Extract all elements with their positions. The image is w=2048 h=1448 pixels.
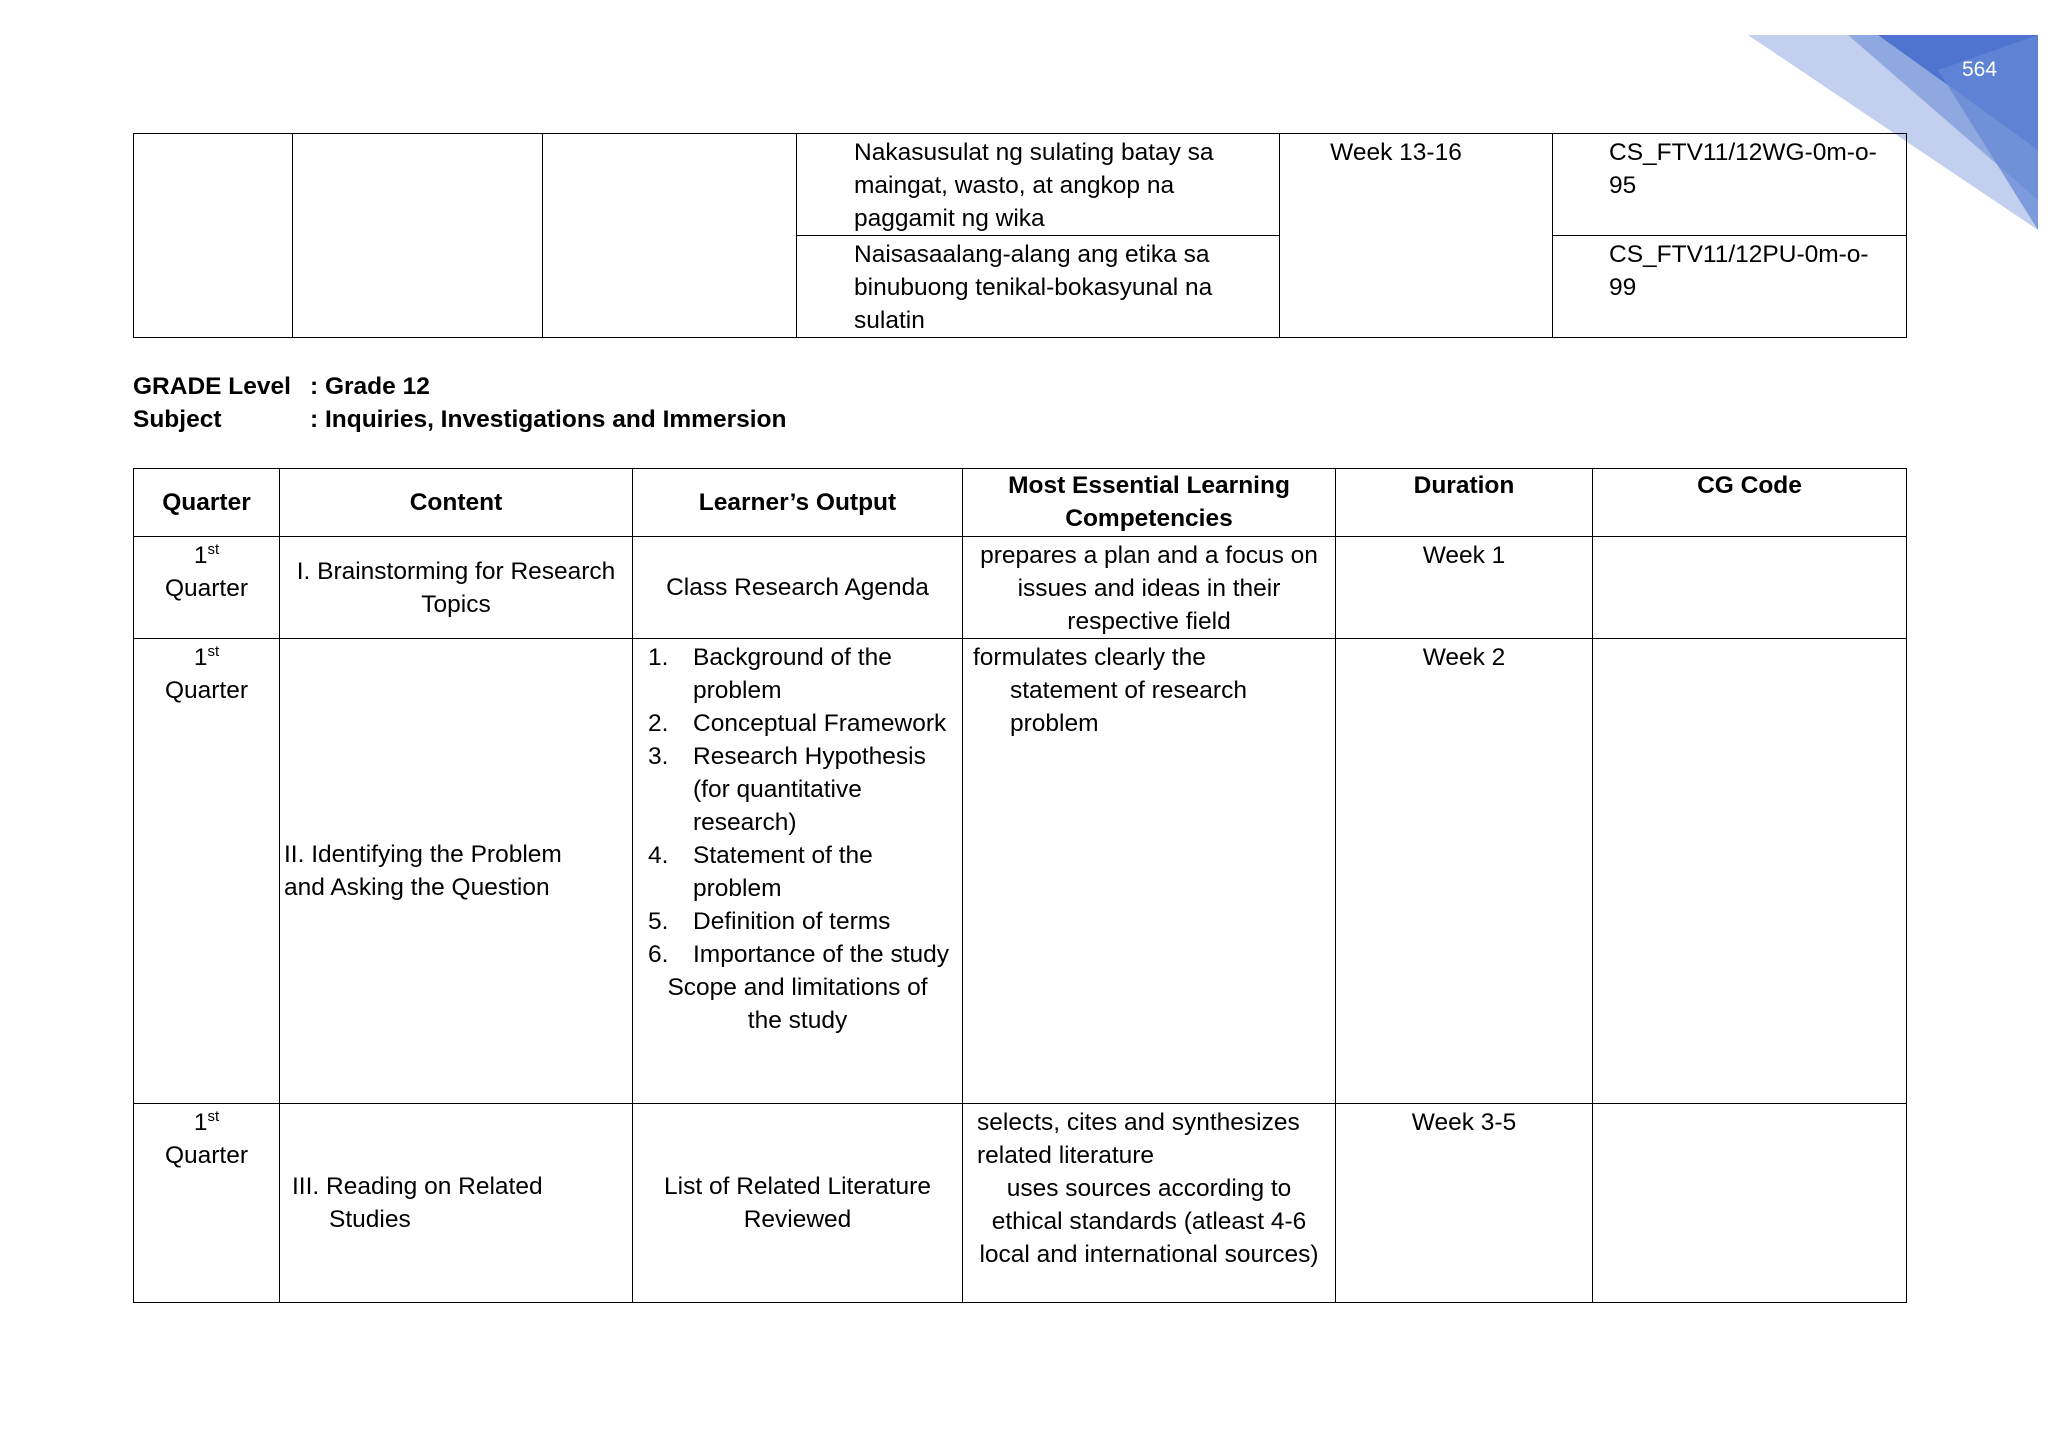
quarter-word: Quarter	[164, 677, 249, 704]
list-item	[633, 740, 956, 839]
header-output: Learner’s Output	[633, 469, 963, 537]
list-text: Research Hypothesis (for quantitative research)	[693, 743, 926, 836]
table-row	[134, 537, 1907, 639]
continuation-table	[133, 133, 1907, 338]
output-extra: Scope and limitations of the study	[667, 974, 928, 1034]
quarter-cell	[134, 537, 280, 639]
curriculum-table	[133, 468, 1907, 1303]
list-item	[633, 641, 956, 707]
output-cell	[633, 639, 963, 1104]
code-cell: CS_FTV11/12PU-0m-o-99	[1553, 236, 1907, 338]
header-competencies: Most Essential Learning Competencies	[963, 469, 1336, 537]
duration-cell: Week 1	[1336, 537, 1593, 639]
content-cell: I. Brainstorming for Research Topics	[280, 537, 633, 639]
empty-cell	[134, 134, 293, 338]
list-text: Background of the problem	[693, 644, 892, 704]
competency-text: selects, cites and synthesizes related literature	[977, 1109, 1300, 1169]
empty-cell	[293, 134, 543, 338]
grade-level-line	[133, 370, 430, 403]
code-cell	[1593, 537, 1907, 639]
competency-cell: Naisasaalang-alang ang etika sa binubuong tenikal-bokasyunal na sulatin	[797, 236, 1280, 338]
header-code: CG Code	[1593, 469, 1907, 537]
grade-level-label: GRADE Level	[133, 373, 291, 400]
output-cell: List of Related Literature Reviewed	[633, 1104, 963, 1303]
table-row	[134, 134, 1907, 236]
quarter-cell	[134, 639, 280, 1104]
quarter-word: Quarter	[164, 575, 249, 602]
table-row	[134, 1104, 1907, 1303]
list-text: Statement of the problem	[693, 842, 873, 902]
quarter-ordinal: st	[207, 643, 220, 660]
list-item	[633, 938, 956, 971]
list-text: Importance of the study	[693, 941, 950, 968]
quarter-number: 1	[193, 644, 208, 671]
list-text: Conceptual Framework	[693, 710, 947, 737]
list-number: 4.	[648, 842, 669, 869]
grade-level-value: : Grade 12	[310, 373, 430, 400]
header-quarter: Quarter	[134, 469, 280, 537]
list-number: 2.	[648, 710, 669, 737]
header-content: Content	[280, 469, 633, 537]
list-item	[633, 839, 956, 905]
competency-cell	[963, 1104, 1336, 1303]
list-number: 3.	[648, 743, 669, 770]
header-duration: Duration	[1336, 469, 1593, 537]
list-item	[633, 905, 956, 938]
quarter-ordinal: st	[207, 1108, 220, 1125]
duration-cell: Week 13-16	[1280, 134, 1553, 338]
quarter-cell	[134, 1104, 280, 1303]
code-cell	[1593, 1104, 1907, 1303]
competency-text: uses sources according to ethical standards (atleast 4-6 local and international sources)	[979, 1175, 1319, 1268]
code-cell	[1593, 639, 1907, 1104]
subject-value: : Inquiries, Investigations and Immersion	[310, 406, 787, 433]
list-number: 5.	[648, 908, 669, 935]
list-text: Definition of terms	[693, 908, 891, 935]
duration-cell: Week 2	[1336, 639, 1593, 1104]
competency-cell	[963, 639, 1336, 1104]
content-cell	[280, 1104, 633, 1303]
empty-cell	[543, 134, 797, 338]
subject-label: Subject	[133, 406, 222, 433]
quarter-number: 1	[193, 1109, 208, 1136]
page-number: 564	[1962, 58, 1998, 81]
competency-cell: Nakasusulat ng sulating batay sa maingat, wasto, at angkop na paggamit ng wika	[797, 134, 1280, 236]
subject-line	[133, 403, 786, 436]
output-list	[633, 641, 962, 971]
duration-cell: Week 3-5	[1336, 1104, 1593, 1303]
header-row	[134, 469, 1907, 537]
content-text: III. Reading on Related Studies	[292, 1173, 543, 1233]
table-row	[134, 639, 1907, 1104]
code-cell: CS_FTV11/12WG-0m-o-95	[1553, 134, 1907, 236]
list-number: 1.	[648, 644, 669, 671]
list-number: 6.	[648, 941, 669, 968]
quarter-word: Quarter	[164, 1142, 249, 1169]
list-item	[633, 707, 956, 740]
content-cell: II. Identifying the Problem and Asking the Question	[280, 639, 633, 1104]
quarter-ordinal: st	[207, 541, 220, 558]
competency-cell: prepares a plan and a focus on issues and ideas in their respective field	[963, 537, 1336, 639]
quarter-number: 1	[193, 542, 208, 569]
competency-text: formulates clearly the statement of research problem	[973, 644, 1247, 737]
output-cell: Class Research Agenda	[633, 537, 963, 639]
